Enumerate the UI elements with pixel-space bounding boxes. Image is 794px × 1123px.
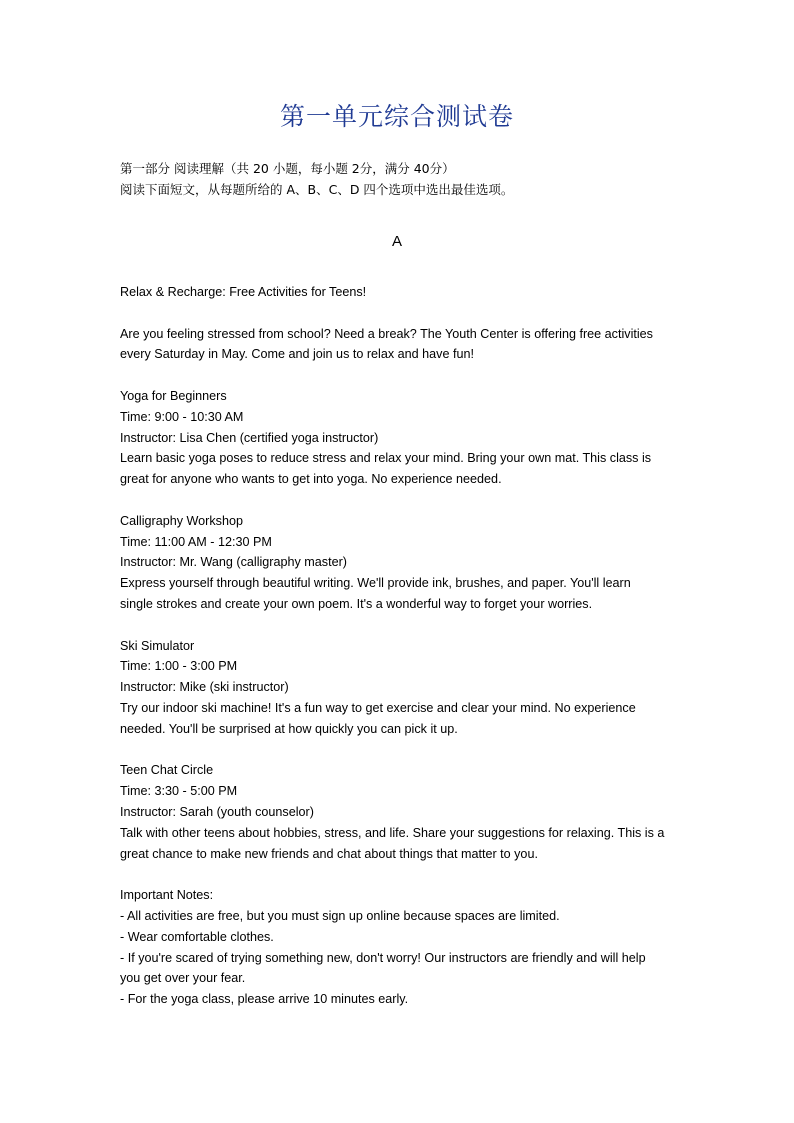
section-letter: A [391, 233, 402, 250]
activity-description: needed. You'll be surprised at how quickly you can pick it up. [120, 721, 458, 736]
notes-heading: Important Notes: [120, 888, 214, 903]
activity-time: Time: 11:00 AM - 12:30 PM [120, 534, 272, 549]
page-title: 第一单元综合测试卷 [279, 102, 514, 131]
note-line: you get over your fear. [120, 971, 246, 986]
part-heading: 第一部分 阅读理解（共 20 小题，每小题 2分，满分 40分） [120, 161, 455, 176]
activity-time: Time: 3:30 - 5:00 PM [120, 784, 238, 799]
activity-instructor: Instructor: Lisa Chen (certified yoga instructor) [120, 430, 379, 445]
note-line: - If you're scared of trying something new, don't worry! Our instructors are friendly and will help [120, 950, 646, 965]
activity-name: Calligraphy Workshop [120, 513, 243, 528]
activity-description: single strokes and create your own poem. It's a wonderful way to forget your worries. [120, 596, 593, 611]
activity-description: Learn basic yoga poses to reduce stress and relax your mind. Bring your own mat. This class is [120, 451, 652, 466]
important-notes [120, 885, 680, 1010]
activity-description: great for anyone who wants to get into yoga. No experience needed. [120, 472, 502, 487]
activity-description: great chance to make new friends and chat about things that matter to you. [120, 846, 538, 861]
activity-calligraphy [120, 511, 680, 615]
activity-time: Time: 9:00 - 10:30 AM [120, 409, 244, 424]
activity-name: Ski Simulator [120, 638, 195, 653]
activity-description: Try our indoor ski machine! It's a fun way to get exercise and clear your mind. No experience [120, 700, 636, 715]
activity-instructor: Instructor: Mr. Wang (calligraphy master) [120, 555, 347, 570]
activity-name: Yoga for Beginners [120, 388, 227, 403]
note-line: - All activities are free, but you must sign up online because spaces are limited. [120, 908, 560, 923]
activity-name: Teen Chat Circle [120, 763, 214, 778]
note-line: - Wear comfortable clothes. [120, 929, 274, 944]
note-line: - For the yoga class, please arrive 10 minutes early. [120, 992, 409, 1007]
passage-headline: Relax & Recharge: Free Activities for Teens! [120, 285, 367, 299]
passage [120, 282, 680, 1010]
activity-description: Express yourself through beautiful writing. We'll provide ink, brushes, and paper. You'll learn [120, 576, 631, 591]
activity-yoga [120, 386, 680, 490]
activity-description: Talk with other teens about hobbies, stress, and life. Share your suggestions for relaxing. This is a [120, 825, 665, 840]
activity-instructor: Instructor: Sarah (youth counselor) [120, 804, 314, 819]
activity-time: Time: 1:00 - 3:00 PM [120, 659, 238, 674]
activity-chat-circle [120, 760, 680, 864]
activity-ski [120, 636, 680, 740]
intro-line: every Saturday in May. Come and join us to relax and have fun! [120, 347, 474, 362]
intro-line: Are you feeling stressed from school? Need a break? The Youth Center is offering free activities [120, 326, 653, 341]
activity-instructor: Instructor: Mike (ski instructor) [120, 680, 289, 695]
instructions: 阅读下面短文，从每题所给的 A、B、C、D 四个选项中选出最佳选项。 [120, 182, 514, 197]
